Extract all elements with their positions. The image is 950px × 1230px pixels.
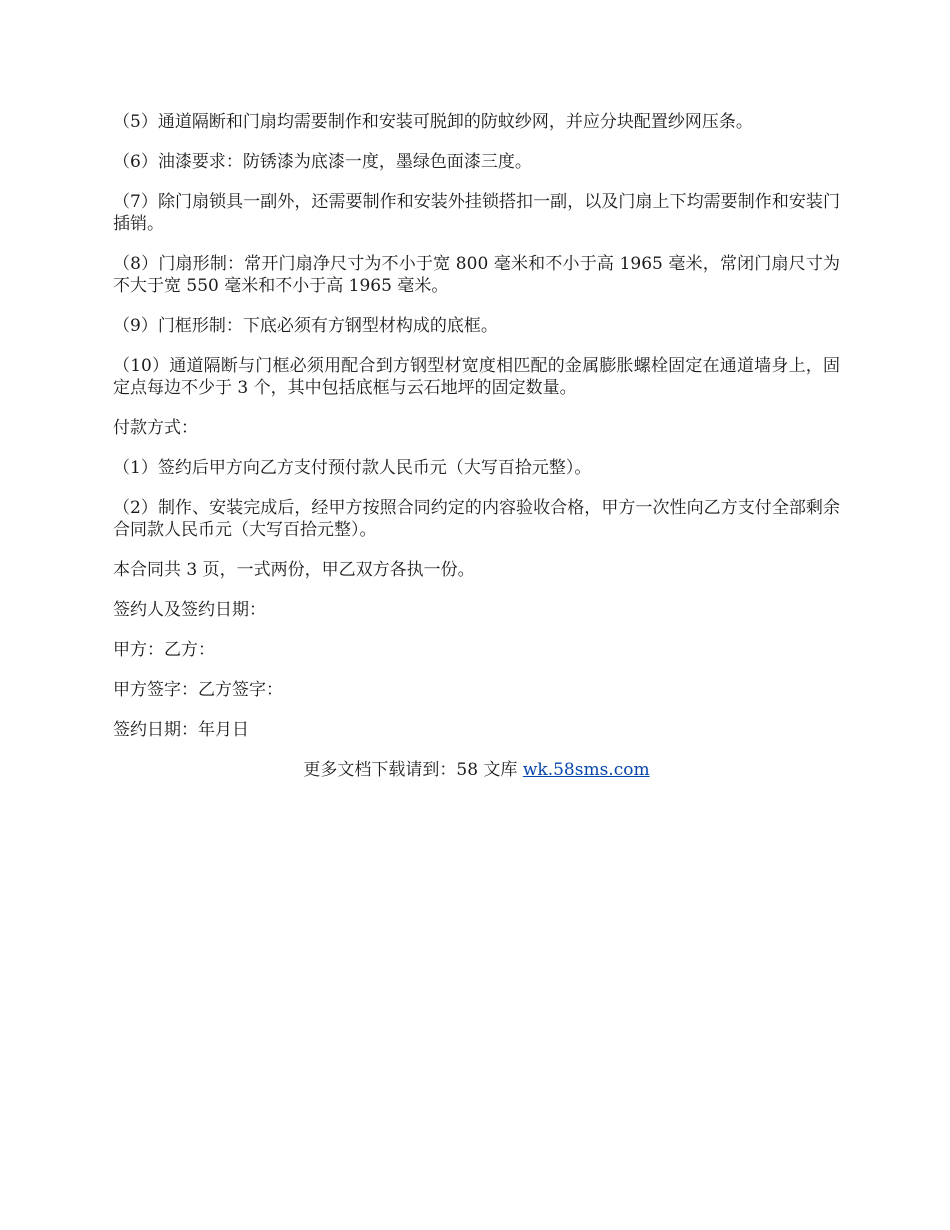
party-signatures: 甲方签字：乙方签字： [113, 680, 283, 700]
clause-10: （10）通道隔断与门框必须用配合到方钢型材宽度相匹配的金属膨胀螺栓固定在通道墙身上，固定点每边不少于 3 个，其中包括底框与云石地坪的固定数量。 [113, 356, 840, 398]
footer-text: 更多文档下载请到：58 文库 [303, 760, 523, 780]
party-names: 甲方：乙方： [113, 640, 215, 660]
payment-item-2: （2）制作、安装完成后，经甲方按照合同约定的内容验收合格，甲方一次性向乙方支付全部剩余合同款人民币元（大写百拾元整）。 [113, 498, 840, 540]
clause-7: （7）除门扇锁具一副外，还需要制作和安装外挂锁搭扣一副，以及门扇上下均需要制作和安装门插销。 [113, 192, 840, 234]
footer-link[interactable]: wk.58sms.com [522, 760, 650, 780]
download-footer [113, 759, 840, 781]
clause-6: （6）油漆要求：防锈漆为底漆一度，墨绿色面漆三度。 [113, 152, 532, 172]
signatory-heading: 签约人及签约日期： [113, 600, 266, 620]
payment-item-1: （1）签约后甲方向乙方支付预付款人民币元（大写百拾元整）。 [113, 458, 592, 478]
clause-8: （8）门扇形制：常开门扇净尺寸为不小于宽 800 毫米和不小于高 1965 毫米，常闭门扇尺寸为不大于宽 550 毫米和不小于高 1965 毫米。 [113, 254, 840, 296]
clause-5: （5）通道隔断和门扇均需要制作和安装可脱卸的防蚊纱网，并应分块配置纱网压条。 [113, 112, 753, 132]
payment-heading: 付款方式： [113, 418, 198, 438]
clause-9: （9）门框形制：下底必须有方钢型材构成的底框。 [113, 316, 498, 336]
contract-copies-note: 本合同共 3 页，一式两份，甲乙双方各执一份。 [113, 560, 475, 580]
signing-date: 签约日期：年月日 [113, 720, 249, 740]
